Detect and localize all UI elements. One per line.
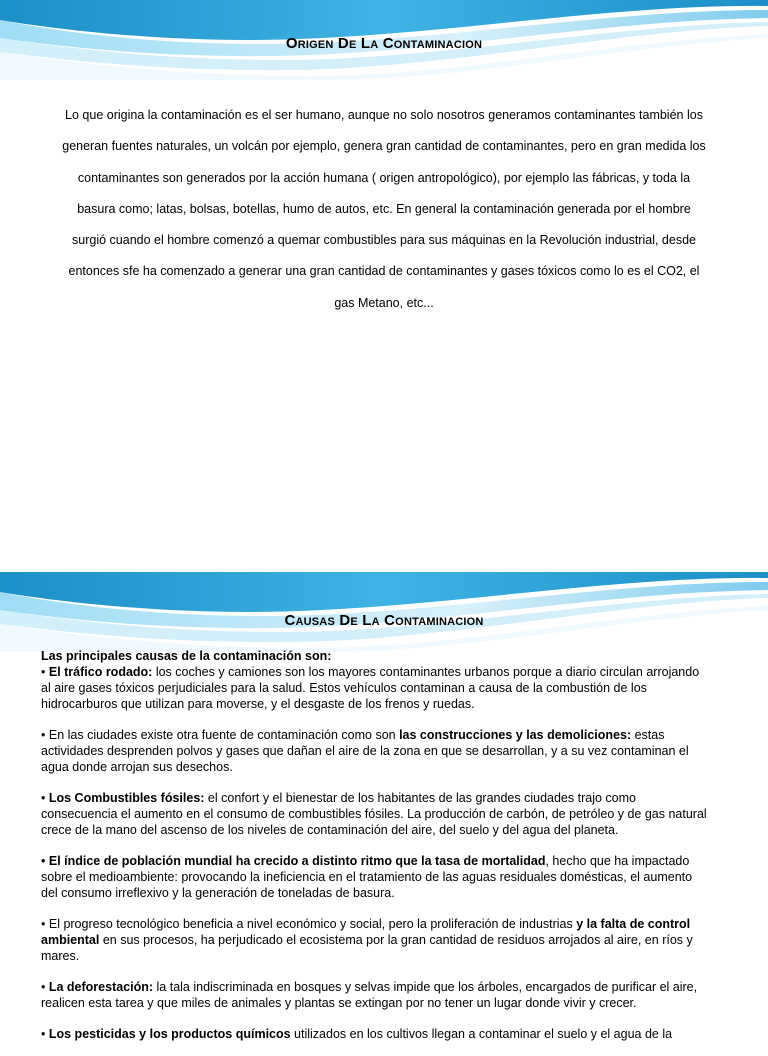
cause-text: estas actividades desprenden polvos y gases que dañan el aire de la zona en que se desarrollan, y a su vez contaminan el agua donde arrojan sus desechos. [41, 728, 689, 774]
cause-bold-text: El tráfico rodado: [48, 665, 153, 679]
cause-bold-text: Los Combustibles fósiles: [48, 791, 205, 805]
cause-text: utilizados en los cultivos llegan a contaminar el suelo y el agua de la [290, 1027, 673, 1041]
cause-bold-text: Los pesticidas y los productos químicos [48, 1027, 291, 1041]
bullet: • [41, 728, 49, 742]
section-title: Causas De La Contaminacion [284, 612, 484, 629]
causes-list [41, 664, 711, 1042]
cause-item [41, 853, 711, 901]
cause-text: El progreso tecnológico beneficia a nivel económico y social, pero la proliferación de industrias [48, 917, 577, 931]
cause-item [41, 1026, 711, 1042]
cause-item [41, 664, 711, 712]
cause-item [41, 916, 711, 964]
cause-bold-text: las construcciones y las demoliciones: [399, 728, 632, 742]
cause-text: los coches y camiones son los mayores contaminantes urbanos porque a diario circulan arrojando al aire gases tóxicos perjudiciales para la salud. Estos vehículos contaminan a causa de la combustión de los hidrocarburos que utilizan para moverse, y el desgaste de los frenos y ruedas. [41, 665, 700, 711]
bullet: • [41, 917, 49, 931]
cause-bold-text: La deforestación: [48, 980, 154, 994]
slide-causas [0, 572, 768, 1056]
bullet: • [41, 854, 49, 868]
page-title: Origen De La Contaminacion [285, 35, 483, 52]
cause-text: el confort y el bienestar de los habitantes de las grandes ciudades trajo como consecuencia el aumento en el consumo de combustibles fósiles. La producción de carbón, de petróleo y de gas natural crece de la mano del ascenso de los niveles de contaminación del aire, del suelo y del agua del planeta. [41, 791, 707, 837]
bullet: • [41, 791, 49, 805]
cause-bold-text: y la falta de control ambiental [41, 917, 691, 947]
cause-text: En las ciudades existe otra fuente de contaminación como son [48, 728, 400, 742]
cause-text: en sus procesos, ha perjudicado el ecosistema por la gran cantidad de residuos arrojados al aire, en ríos y mares. [41, 933, 693, 963]
cause-bold-text: El índice de población mundial ha crecido a distinto ritmo que la tasa de mortalidad [48, 854, 546, 868]
cause-item [41, 790, 711, 838]
cause-item [41, 979, 711, 1011]
cause-text: la tala indiscriminada en bosques y selvas impide que los árboles, encargados de purificar el aire, realicen esta tarea y que miles de animales y plantas se extingan por no tener un lugar donde vivir y crecer. [41, 980, 698, 1010]
cause-item [41, 727, 711, 775]
bullet: • [41, 665, 49, 679]
causes-body [41, 648, 711, 1056]
bullet: • [41, 980, 49, 994]
bullet: • [41, 1027, 49, 1041]
cause-text: , hecho que ha impactado sobre el medioambiente: provocando la ineficiencia en el tratamiento de las aguas residuales domésticas, el aumento del consumo irreflexivo y la generación de toneladas de basura. [41, 854, 693, 900]
body-paragraph: Lo que origina la contaminación es el ser humano, aunque no solo nosotros generamos contaminantes también los generan fuentes naturales, un volcán por ejemplo, genera gran cantidad de contaminantes, pero en gran medida los contaminantes son generados por la acción humana ( origen antropológico), por ejemplo las fábricas, y toda la basura como; latas, bolsas, botellas, humo de autos, etc. En general la contaminación generada por el hombre surgió cuando el hombre comenzó a quemar combustibles para sus máquinas en la Revolución industrial, desde entonces sfe ha comenzado a generar una gran cantidad de contaminantes y gases tóxicos como lo es el CO2, el gas Metano, etc... [62, 108, 706, 310]
causes-intro: Las principales causas de la contaminación son: [41, 649, 332, 663]
